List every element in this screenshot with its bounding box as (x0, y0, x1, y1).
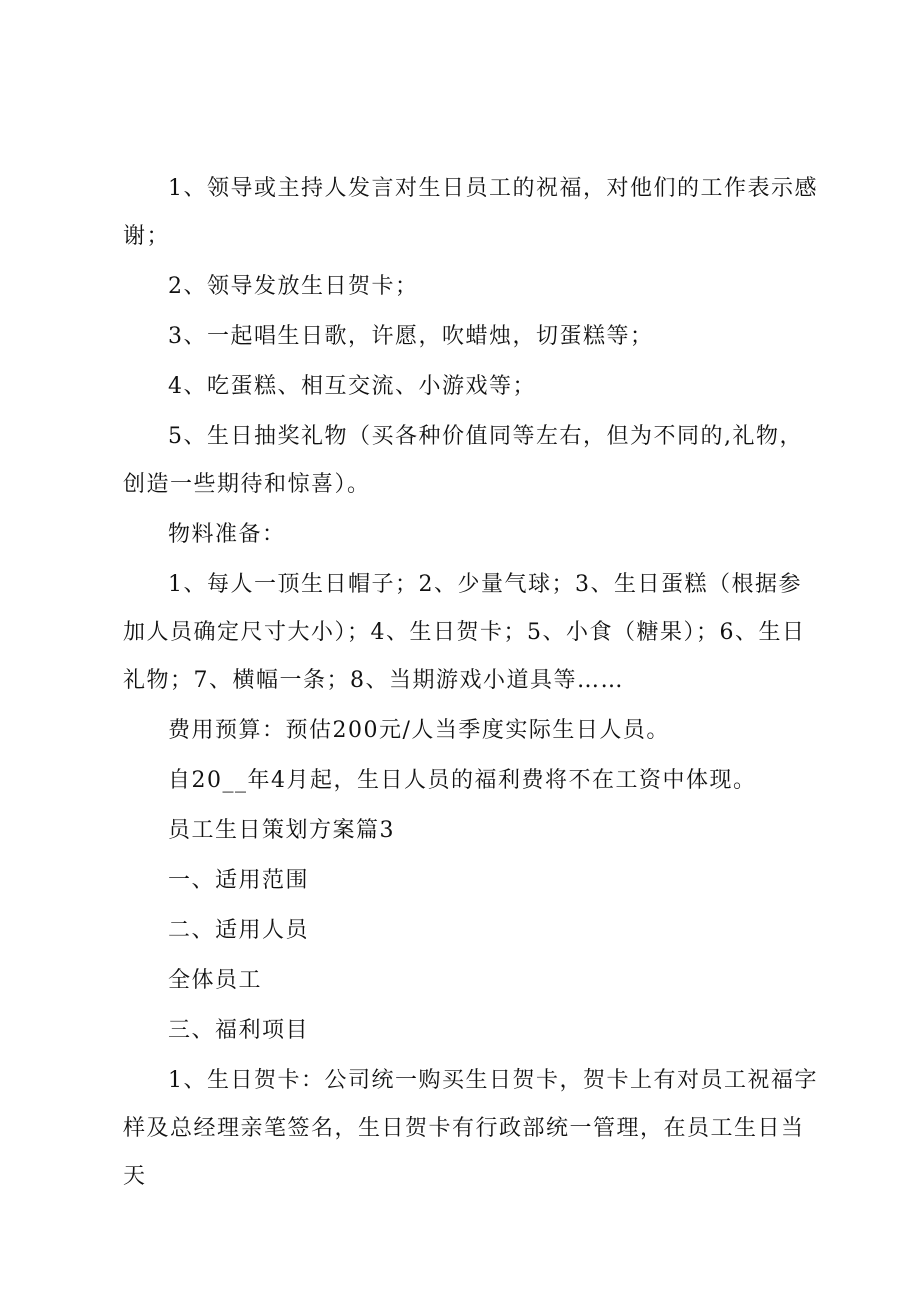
section-title-plan-3: 员工生日策划方案篇3 (168, 818, 395, 843)
paragraph-distribute-cards: 2、领导发放生日贺卡； (168, 274, 419, 299)
paragraph-lottery-gifts: 5、生日抽奖礼物（买各种价值同等左右，但为不同的,礼物，创造一些期待和惊喜）。 (123, 424, 803, 497)
paragraph-budget: 费用预算：预估200元/人当季度实际生日人员。 (168, 718, 670, 743)
heading-scope: 一、适用范围 (168, 868, 310, 893)
paragraph-leader-speech: 1、领导或主持人发言对生日员工的祝福，对他们的工作表示感谢； (123, 176, 818, 249)
paragraph-eat-cake: 4、吃蛋糕、相互交流、小游戏等； (168, 374, 536, 399)
document-body (123, 165, 823, 1203)
paragraph-effective-date: 自20__年4月起，生日人员的福利费将不在工资中体现。 (168, 768, 757, 793)
paragraph-materials-heading: 物料准备： (168, 522, 286, 547)
paragraph-birthday-card: 1、生日贺卡：公司统一购买生日贺卡，贺卡上有对员工祝福字样及总经理亲笔签名，生日贺卡有行政部统一管理，在员工生日当天 (123, 1068, 818, 1189)
heading-benefit-items: 三、福利项目 (168, 1018, 310, 1043)
paragraph-all-staff: 全体员工 (168, 968, 263, 993)
paragraph-sing-song: 3、一起唱生日歌，许愿，吹蜡烛，切蛋糕等； (168, 324, 654, 349)
paragraph-materials-list: 1、每人一顶生日帽子；2、少量气球；3、生日蛋糕（根据参加人员确定尺寸大小）；4、生日贺卡；5、小食（糖果）；6、生日礼物；7、横幅一条；8、当期游戏小道具等…… (123, 572, 806, 693)
heading-applicable-staff: 二、适用人员 (168, 918, 310, 943)
